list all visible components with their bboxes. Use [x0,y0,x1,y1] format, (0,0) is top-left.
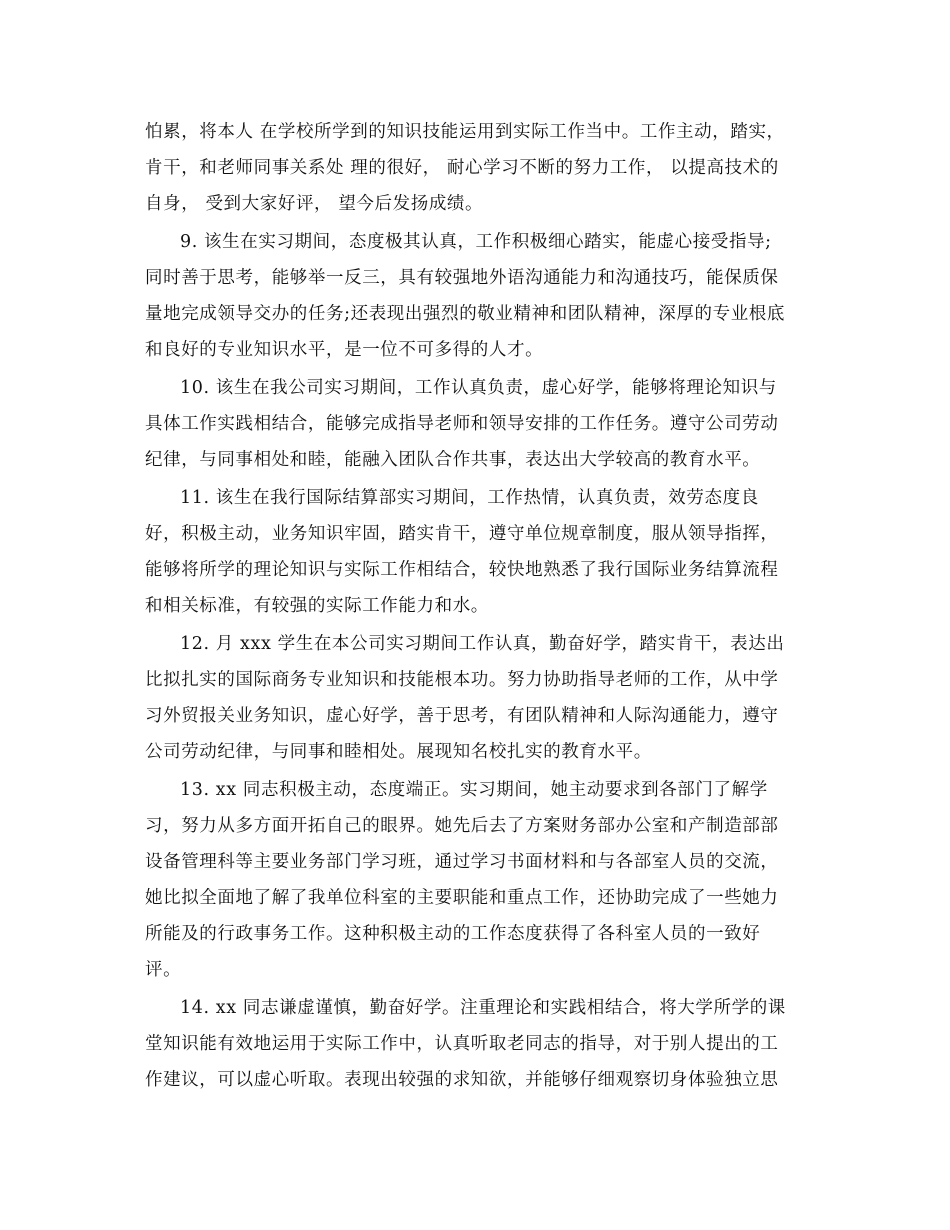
text-line: 评。 [145,960,182,980]
text-line: 和相关标准，有较强的实际工作能力和水。 [145,596,489,616]
text-line: 比拟扎实的国际商务专业知识和技能根本功。努力协助指导老师的工作，从中学 [145,670,779,690]
text-line: 习外贸报关业务知识，虚心好学，善于思考，有团队精神和人际沟通能力，遵守 [145,706,779,726]
text-line: 具体工作实践相结合，能够完成指导老师和领导安排的工作任务。遵守公司劳动 [145,414,779,434]
paragraph-start-line: 14. xx 同志谦虚谨慎，勤奋好学。注重理论和实践相结合，将大学所学的课 [180,998,786,1018]
text-line: 量地完成领导交办的任务;还表现出强烈的敬业精神和团队精神，深厚的专业根底 [145,304,785,324]
text-line: 堂知识能有效地运用于实际工作中，认真听取老同志的指导，对于别人提出的工 [145,1034,779,1054]
text-line: 设备管理科等主要业务部门学习班，通过学习书面材料和与各部室人员的交流， [145,852,779,872]
text-line: 好，积极主动，业务知识牢固，踏实肯干，遵守单位规章制度，服从领导指挥， [145,524,779,544]
text-line: 自身， 受到大家好评， 望今后发扬成绩。 [145,194,484,214]
paragraph-start-line: 9. 该生在实习期间，态度极其认真，工作积极细心踏实，能虚心接受指导; [180,232,772,252]
text-line: 肯干，和老师同事关系处 理的很好， 耐心学习不断的努力工作， 以提高技术的 [145,158,779,178]
text-line: 能够将所学的理论知识与实际工作相结合，较快地熟悉了我行国际业务结算流程 [145,560,779,580]
text-line: 她比拟全面地了解了我单位科室的主要职能和重点工作，还协助完成了一些她力 [145,888,779,908]
text-line: 纪律，与同事相处和睦，能融入团队合作共事，表达出大学较高的教育水平。 [145,450,761,470]
text-line: 公司劳动纪律，与同事和睦相处。展现知名校扎实的教育水平。 [145,742,652,762]
paragraph-start-line: 12. 月 xxx 学生在本公司实习期间工作认真，勤奋好学，踏实肯干，表达出 [180,634,785,654]
paragraph-start-line: 11. 该生在我行国际结算部实习期间，工作热情，认真负责，效劳态度良 [180,488,759,508]
text-line: 和良好的专业知识水平，是一位不可多得的人才。 [145,340,544,360]
paragraph-start-line: 10. 该生在我公司实习期间，工作认真负责，虚心好学，能够将理论知识与 [180,378,777,398]
paragraph-start-line: 13. xx 同志积极主动，态度端正。实习期间，她主动要求到各部门了解学 [180,780,768,800]
text-line: 所能及的行政事务工作。这种积极主动的工作态度获得了各科室人员的一致好 [145,924,761,944]
text-line: 作建议，可以虚心听取。表现出较强的求知欲，并能够仔细观察切身体验独立思 [145,1070,779,1090]
text-line: 怕累，将本人 在学校所学到的知识技能运用到实际工作当中。工作主动，踏实， [145,122,785,142]
text-line: 习，努力从多方面开拓自己的眼界。她先后去了方案财务部办公室和产制造部部 [145,816,779,836]
text-line: 同时善于思考，能够举一反三，具有较强地外语沟通能力和沟通技巧，能保质保 [145,268,779,288]
